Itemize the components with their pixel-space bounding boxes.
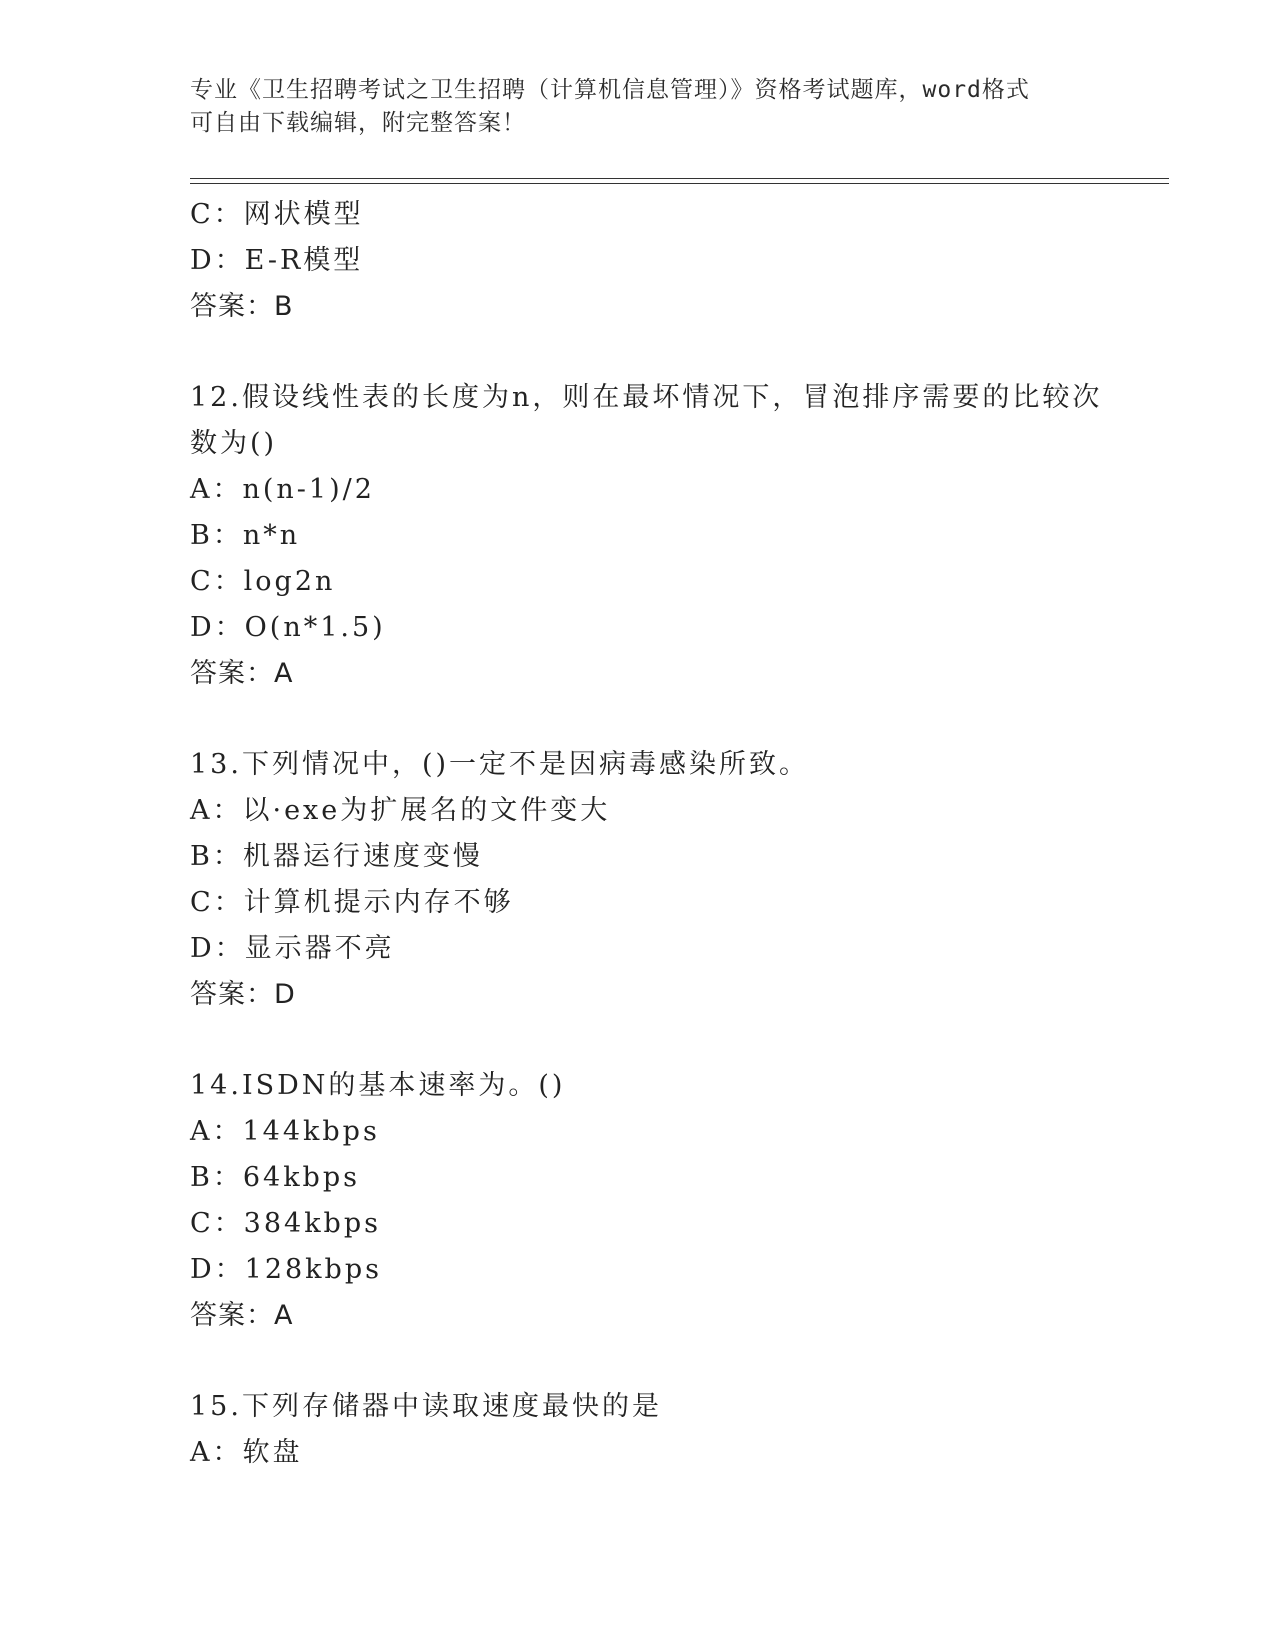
header-divider xyxy=(190,183,1169,184)
header-line: 可自由下载编辑，附完整答案！ xyxy=(190,110,526,136)
option-text: A：144kbps xyxy=(190,1116,380,1147)
option-text: C：计算机提示内存不够 xyxy=(190,887,514,918)
block-spacer xyxy=(190,330,1110,375)
question-block xyxy=(190,375,1110,697)
question-text: 14.ISDN的基本速率为。() xyxy=(190,1070,566,1101)
option-text: A：n(n-1)/2 xyxy=(190,474,375,505)
block-spacer xyxy=(190,1339,1110,1384)
question-block xyxy=(190,192,1110,330)
answer-text: 答案：A xyxy=(190,658,294,689)
question-block xyxy=(190,1384,1110,1476)
option-text: B：n*n xyxy=(190,520,301,551)
answer-text: 答案：A xyxy=(190,1300,294,1331)
question-text: 12.假设线性表的长度为n，则在最坏情况下，冒泡排序需要的比较次 xyxy=(190,382,1103,413)
option-text: D：O(n*1.5) xyxy=(190,612,386,643)
answer-text: 答案：D xyxy=(190,979,296,1010)
document-header xyxy=(190,74,1090,140)
option-text: D：显示器不亮 xyxy=(190,933,395,964)
option-text: C：网状模型 xyxy=(190,199,364,230)
header-divider xyxy=(190,178,1169,179)
question-text: 13.下列情况中，()一定不是因病毒感染所致。 xyxy=(190,749,810,780)
option-text: D：E-R模型 xyxy=(190,245,364,276)
option-text: A：以·exe为扩展名的文件变大 xyxy=(190,795,611,826)
header-line: 专业《卫生招聘考试之卫生招聘（计算机信息管理）》资格考试题库，word格式 xyxy=(190,77,1030,103)
question-block xyxy=(190,1063,1110,1339)
option-text: B：机器运行速度变慢 xyxy=(190,841,483,872)
block-spacer xyxy=(190,697,1110,742)
option-text: C：log2n xyxy=(190,566,336,597)
option-text: C：384kbps xyxy=(190,1208,381,1239)
question-list xyxy=(190,192,1110,1476)
option-text: 数为() xyxy=(190,428,278,459)
option-text: A：软盘 xyxy=(190,1437,303,1468)
block-spacer xyxy=(190,1018,1110,1063)
question-text: 15.下列存储器中读取速度最快的是 xyxy=(190,1391,662,1422)
question-block xyxy=(190,742,1110,1018)
answer-text: 答案：B xyxy=(190,291,294,322)
option-text: D：128kbps xyxy=(190,1254,382,1285)
option-text: B：64kbps xyxy=(190,1162,360,1193)
